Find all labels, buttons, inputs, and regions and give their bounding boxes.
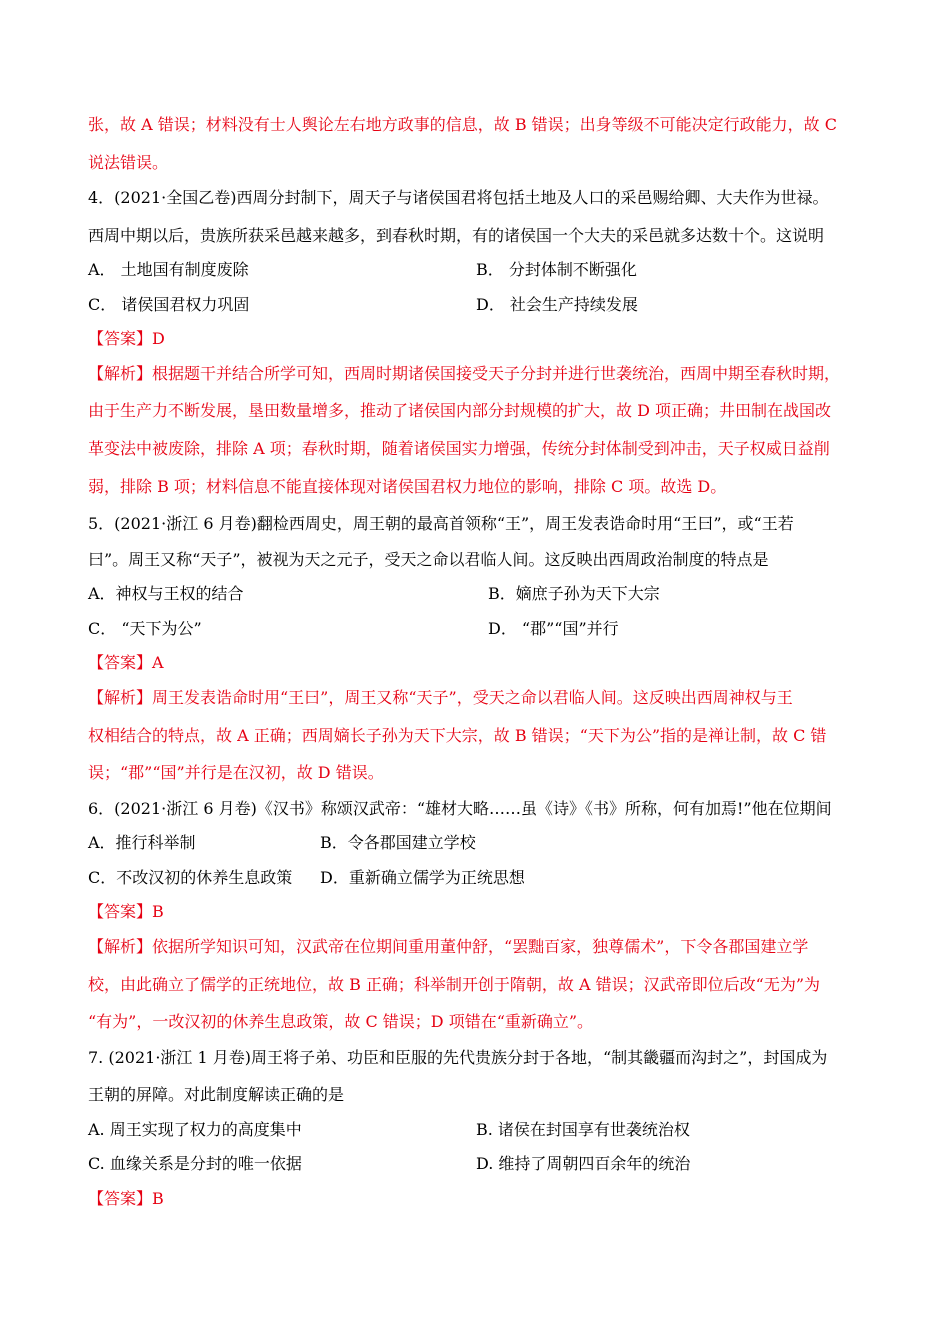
q7-option-c: C. 血缘关系是分封的唯一依据 — [88, 1154, 302, 1173]
q4-explanation-line-4: 弱，排除 B 项；材料信息不能直接体现对诸侯国君权力地位的影响，排除 C 项。故选 D。 — [88, 477, 727, 496]
q6-explanation-line-2: 校，由此确立了儒学的正统地位，故 B 正确；科举制开创于隋朝，故 A 错误；汉武帝即位后改“无为”为 — [88, 975, 821, 994]
q4-explanation-line-2: 由于生产力不断发展，垦田数量增多，推动了诸侯国内部分封规模的扩大，故 D 项正确；井田制在战国改 — [88, 401, 832, 420]
q4-option-a: A． 土地国有制度废除 — [88, 260, 249, 279]
q5-explanation-line-2: 权相结合的特点，故 A 正确；西周嫡长子孙为天下大宗，故 B 错误；“天下为公”指的是禅让制，故 C 错 — [88, 726, 827, 745]
q7-option-a: A. 周王实现了权力的高度集中 — [88, 1120, 302, 1139]
q5-explanation-line-1: 【解析】周王发表诰命时用“王曰”，周王又称“天子”，受天之命以君临人间。这反映出西周神权与王 — [88, 688, 793, 707]
intro-explanation-line-2: 说法错误。 — [88, 153, 169, 172]
q6-option-b: B．令各郡国建立学校 — [320, 833, 476, 852]
q5-stem-line-2: 曰”。周王又称“天子”，被视为天之元子，受天之命以君临人间。这反映出西周政治制度的特点是 — [88, 550, 769, 569]
q4-explanation-line-1: 【解析】根据题干并结合所学可知，西周时期诸侯国接受天子分封并进行世袭统治，西周中期至春秋时期， — [88, 364, 841, 383]
q4-option-b: B． 分封体制不断强化 — [476, 260, 637, 279]
q5-option-d: D． “郡”“国”并行 — [488, 619, 619, 638]
q6-option-a: A．推行科举制 — [88, 833, 196, 852]
q6-explanation-line-1: 【解析】依据所学知识可知，汉武帝在位期间重用董仲舒，“罢黜百家，独尊儒术”，下令各郡国建立学 — [88, 937, 809, 956]
q5-option-a: A．神权与王权的结合 — [88, 584, 244, 603]
q4-explanation-line-3: 革变法中被废除，排除 A 项；春秋时期，随着诸侯国实力增强，传统分封体制受到冲击，天子权威日益削 — [88, 439, 830, 458]
q7-stem-line-2: 王朝的屏障。对此制度解读正确的是 — [88, 1085, 345, 1104]
q5-option-c: C． “天下为公” — [88, 619, 202, 638]
q4-stem-line-1: 4．(2021·全国乙卷)西周分封制下，周天子与诸侯国君将包括土地及人口的采邑赐给卿、大夫作为世禄。 — [88, 188, 829, 207]
intro-explanation-line-1: 张，故 A 错误；材料没有士人舆论左右地方政事的信息，故 B 错误；出身等级不可能决定行政能力，故 C — [88, 115, 837, 134]
q7-option-d: D. 维持了周朝四百余年的统治 — [476, 1154, 691, 1173]
q7-stem-line-1: 7. (2021·浙江 1 月卷)周王将子弟、功臣和臣服的先代贵族分封于各地，“制其畿疆而沟封之”，封国成为 — [88, 1048, 828, 1067]
q4-option-c: C． 诸侯国君权力巩固 — [88, 295, 250, 314]
q6-option-c: C．不改汉初的休养生息政策 — [88, 868, 293, 887]
q5-answer: 【答案】A — [88, 653, 164, 672]
q6-stem-line-1: 6．(2021·浙江 6 月卷)《汉书》称颂汉武帝：“雄材大略……虽《诗》《书》所称，何有加焉!”他在位期间 — [88, 799, 832, 818]
q5-option-b: B．嫡庶子孙为天下大宗 — [488, 584, 660, 603]
q4-option-d: D． 社会生产持续发展 — [476, 295, 638, 314]
q7-option-b: B. 诸侯在封国享有世袭统治权 — [476, 1120, 690, 1139]
q4-stem-line-2: 西周中期以后，贵族所获采邑越来越多，到春秋时期，有的诸侯国一个大夫的采邑就多达数十个。这说明 — [88, 226, 825, 245]
q4-answer: 【答案】D — [88, 329, 165, 348]
q5-stem-line-1: 5．(2021·浙江 6 月卷)翻检西周史，周王朝的最高首领称“王”，周王发表诰命时用“王曰”，或“王若 — [88, 514, 794, 533]
q6-explanation-line-3: “有为”，一改汉初的休养生息政策，故 C 错误；D 项错在“重新确立”。 — [88, 1012, 594, 1031]
q6-answer: 【答案】B — [88, 902, 164, 921]
q6-option-d: D．重新确立儒学为正统思想 — [320, 868, 525, 887]
q5-explanation-line-3: 误；“郡”“国”并行是在汉初，故 D 错误。 — [88, 763, 384, 782]
q7-answer: 【答案】B — [88, 1189, 164, 1208]
